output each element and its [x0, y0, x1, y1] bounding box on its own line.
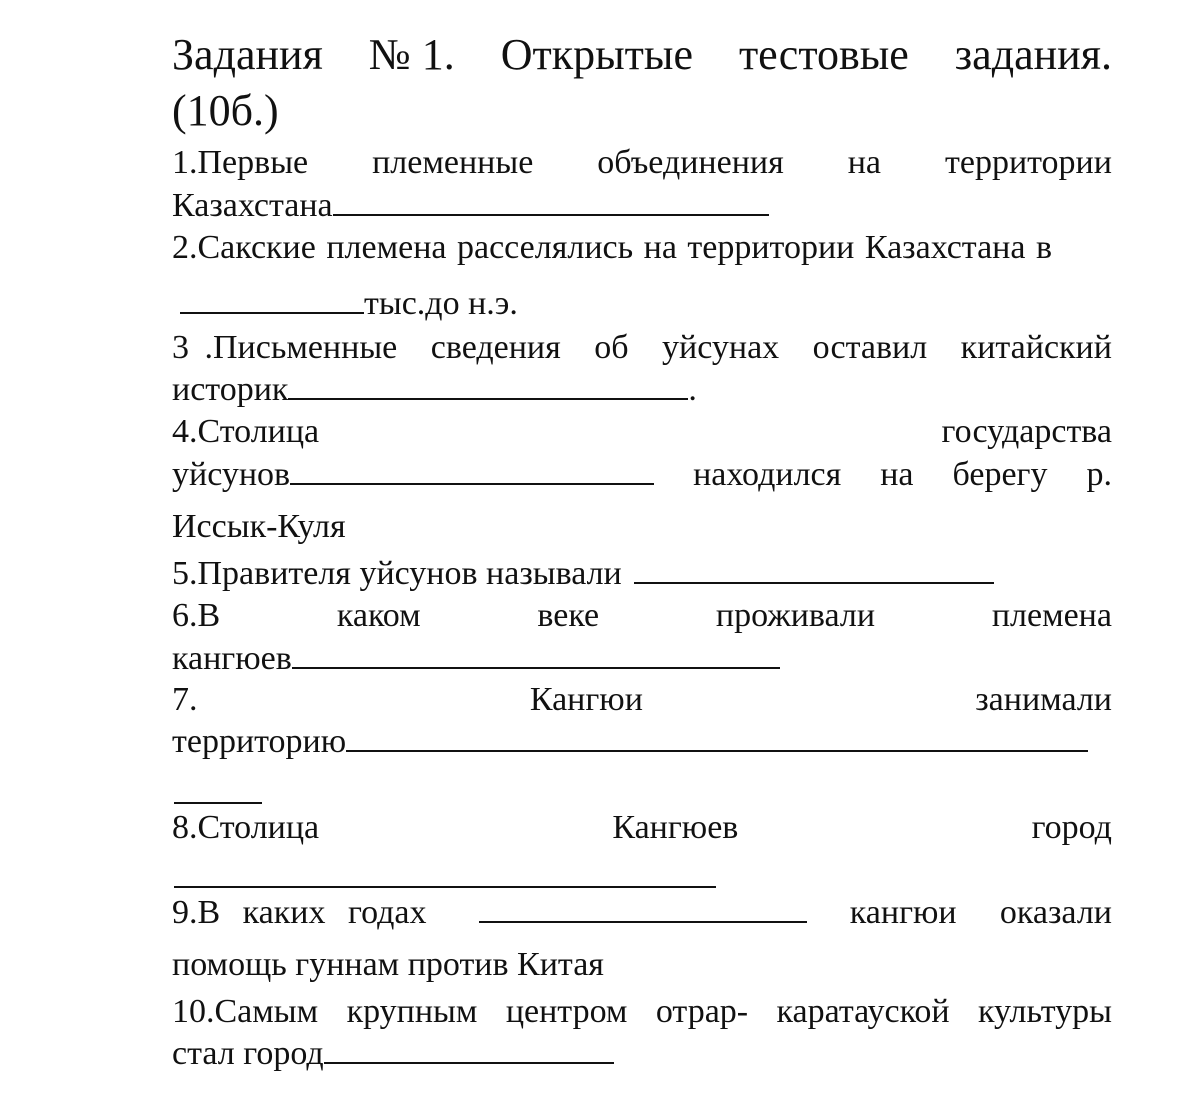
question-10-line2 [172, 1034, 1112, 1074]
title-word: Задания [172, 30, 323, 79]
q8-word: Кангюев [612, 809, 739, 846]
q4-word: р. [1086, 456, 1112, 493]
q3-word: сведения [430, 329, 561, 366]
q3-word: китайский [960, 329, 1112, 366]
answer-blank-5[interactable] [634, 554, 994, 584]
q4-word: 4.Столица [172, 413, 320, 450]
q2-text: 2.Сакские племена расселялись на территории Казахстана в [172, 229, 1053, 266]
answer-blank-1[interactable] [333, 186, 769, 216]
q7-word: занимали [975, 681, 1112, 718]
question-7-line2 [172, 722, 1112, 762]
question-7 [172, 680, 1112, 720]
answer-blank-7-continuation[interactable] [174, 800, 262, 804]
q4-start [172, 455, 654, 495]
q10-word: каратауской [776, 993, 950, 1030]
q9-start [172, 893, 807, 933]
q4-word: находился [693, 456, 842, 493]
question-3 [172, 328, 1112, 368]
q4-word: на [880, 456, 914, 493]
q7-word: Кангюи [529, 681, 643, 718]
q8-word: 8.Столица [172, 809, 320, 846]
q10-word: отрар- [655, 993, 749, 1030]
q3-word: уйсунах [662, 329, 780, 366]
q10-word: центром [505, 993, 628, 1030]
q3-word: об [594, 329, 629, 366]
question-9 [172, 893, 1112, 933]
q6-word: проживали [715, 597, 876, 634]
q9-word: кангюи [849, 894, 957, 931]
q10-word: крупным [346, 993, 478, 1030]
q3-period: . [688, 371, 697, 408]
q6-word: племена [991, 597, 1112, 634]
q6-word: веке [537, 597, 600, 634]
question-4-line3: Иссык-Куля [172, 508, 346, 545]
answer-blank-7[interactable] [346, 722, 1088, 752]
task-title [172, 30, 1112, 80]
q10-text: стал город [172, 1035, 324, 1072]
q9-text: 9.В каких годах [172, 894, 427, 931]
q4-text: уйсунов [172, 456, 291, 493]
q4-word: берегу [952, 456, 1048, 493]
title-word: Открытые [500, 30, 693, 79]
q7-word: 7. [172, 681, 198, 718]
q5-text: 5.Правителя уйсунов называли [172, 555, 622, 592]
question-1 [172, 143, 1112, 183]
question-3-line2 [172, 370, 1112, 410]
question-5 [172, 554, 1112, 594]
answer-blank-6[interactable] [292, 639, 780, 669]
question-8 [172, 808, 1112, 848]
q2-suffix: тыс.до н.э. [364, 285, 518, 322]
task-points: (10б.) [172, 86, 279, 135]
q3-word: оставил [812, 329, 928, 366]
question-2-line2 [172, 284, 1112, 324]
q3-word: .Письменные [204, 329, 398, 366]
answer-blank-3[interactable] [288, 370, 688, 400]
answer-blank-2[interactable] [180, 284, 364, 314]
q6-text: кангюев [172, 640, 292, 677]
q9-word: оказали [999, 894, 1112, 931]
answer-blank-9[interactable] [479, 893, 807, 923]
q1-word: объединения [597, 144, 784, 181]
answer-blank-8[interactable] [174, 884, 716, 888]
q1-word: на [847, 144, 882, 181]
q8-word: город [1031, 809, 1112, 846]
question-1-line2 [172, 186, 1112, 226]
question-6 [172, 596, 1112, 636]
q1-word: 1.Первые [172, 144, 309, 181]
question-9-line2: помощь гуннам против Китая [172, 946, 604, 983]
q3-word: 3 [172, 329, 189, 366]
q6-word: каком [336, 597, 421, 634]
q10-word: культуры [978, 993, 1112, 1030]
question-4 [172, 412, 1112, 452]
q1-word: племенные [372, 144, 534, 181]
answer-blank-4[interactable] [290, 455, 654, 485]
question-10 [172, 992, 1112, 1032]
title-word: тестовые [738, 30, 909, 79]
title-word: № 1. [368, 30, 455, 79]
title-word: задания. [954, 30, 1112, 79]
question-6-line2 [172, 639, 1112, 679]
question-4-line2 [172, 455, 1112, 495]
q6-word: 6.В [172, 597, 221, 634]
q3-text: историк [172, 371, 289, 408]
q1-word: территории [945, 144, 1112, 181]
q4-word: государства [941, 413, 1112, 450]
answer-blank-10[interactable] [324, 1034, 614, 1064]
q10-word: 10.Самым [172, 993, 319, 1030]
q7-text: территорию [172, 723, 347, 760]
q1-text: Казахстана [172, 187, 333, 224]
question-2 [172, 228, 1112, 268]
